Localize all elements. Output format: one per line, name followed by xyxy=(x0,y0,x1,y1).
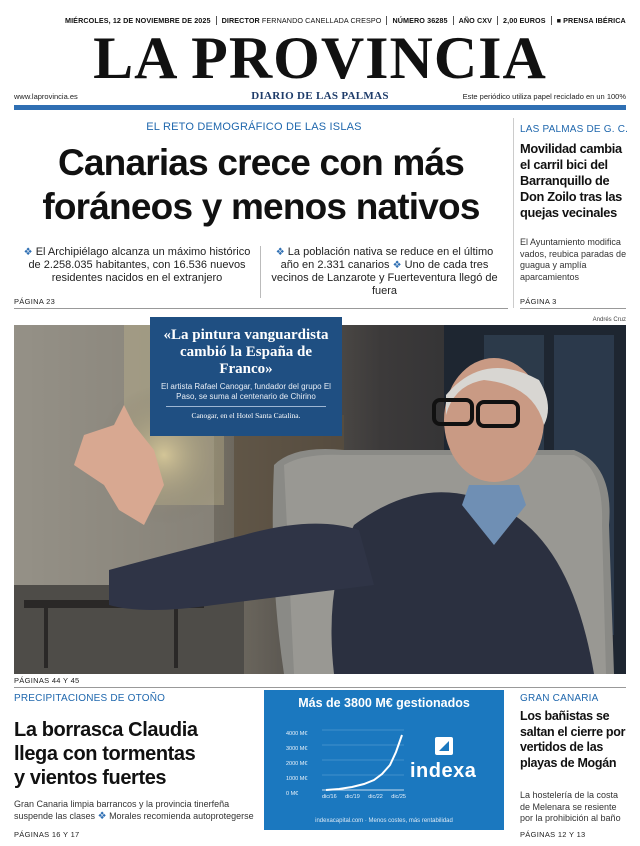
right-top-kicker: LAS PALMAS DE G. C. xyxy=(520,124,629,135)
masthead-subtitle: DIARIO DE LAS PALMAS xyxy=(251,90,389,102)
ad-y-label: 1000 M€ xyxy=(286,776,308,782)
masthead-title: LA PROVINCIA xyxy=(93,25,547,91)
divider xyxy=(520,308,626,309)
ad-x-label: dic/16 xyxy=(322,794,337,800)
bottom-left-headline[interactable] xyxy=(14,718,254,790)
lead-bullet-2 xyxy=(261,246,508,298)
lead-bullet-3-text: Uno de cada tres vecinos de Lanzarote y Fuerteventura llegó de fuera xyxy=(271,259,498,297)
lead-bullet-2-text: La población nativa se reduce en el último año en 2.331 canarios xyxy=(280,246,494,271)
director-name: FERNANDO CANELLADA CRESPO xyxy=(261,15,382,25)
ad-x-label: dic/19 xyxy=(345,794,360,800)
ad-y-label: 4000 M€ xyxy=(286,731,308,737)
ad-brand: indexa xyxy=(410,760,477,782)
issue-year: AÑO CXV xyxy=(454,16,498,25)
bottom-right-body: La hostelería de la costa de Melenara se resiente por la prohibición al baño xyxy=(520,790,621,823)
lead-kicker: EL RETO DEMOGRÁFICO DE LAS ISLAS xyxy=(146,121,362,133)
right-top-headline[interactable]: Movilidad cambia el carril bici del Barranquillo de Don Zoilo tras las quejas vecinales xyxy=(520,141,622,220)
lead-headline[interactable] xyxy=(14,141,508,229)
lead-bullets xyxy=(14,246,508,298)
bottom-left-body xyxy=(14,799,258,822)
publisher-icon: ■ xyxy=(556,15,562,25)
director-label: DIRECTOR xyxy=(221,15,260,25)
ad-title: Más de 3800 M€ gestionados xyxy=(298,696,470,710)
masthead-rule xyxy=(14,105,626,110)
ad-y-label: 0 M€ xyxy=(286,791,299,797)
diamond-bullet-icon: ❖ xyxy=(392,260,402,271)
recycled-note: Este periódico utiliza papel reciclado en un 100% xyxy=(462,91,626,101)
issue-price: 2,00 EUROS xyxy=(498,16,552,25)
lead-headline-line-1: Canarias crece con más xyxy=(57,142,465,183)
photo-caption: Canogar, en el Hotel Santa Catalina. xyxy=(191,411,301,420)
publisher xyxy=(552,16,631,25)
diamond-bullet-icon: ❖ xyxy=(23,247,33,258)
indexa-ad[interactable] xyxy=(264,690,504,830)
lead-page-ref: PÁGINA 23 xyxy=(14,297,56,306)
ad-x-label: dic/22 xyxy=(368,794,383,800)
quote-summary: El artista Rafael Canogar, fundador del grupo El Paso, se suma al centenario de Chirino xyxy=(161,382,331,401)
lead-bullet-1 xyxy=(14,246,261,298)
ad-x-label: dic/25 xyxy=(391,794,406,800)
lead-bullet-1-text: El Archipiélago alcanza un máximo histórico de 2.258.035 habitantes, con 16.536 nuevos residentes nacidos en el extranjero xyxy=(28,246,251,284)
quote-headline: «La pintura vanguardista cambió la España de Franco» xyxy=(163,327,329,377)
bottom-right-headline[interactable]: Los bañistas se saltan el cierre por vertidos de las playas de Mogán xyxy=(520,709,626,770)
issue-date: MIÉRCOLES, 12 DE NOVIEMBRE DE 2025 xyxy=(60,16,217,25)
bottom-left-headline-line-3: y vientos fuertes xyxy=(14,767,167,789)
bottom-right-kicker: GRAN CANARIA xyxy=(520,693,599,704)
ad-footer: indexacapital.com · Menos costes, más rentabilidad xyxy=(315,818,453,824)
bottom-right-page-ref: PÁGINAS 12 Y 13 xyxy=(520,830,586,839)
diamond-bullet-icon: ❖ xyxy=(97,810,107,822)
masthead-subbar xyxy=(14,89,626,103)
bottom-left-headline-line-2: llega con tormentas xyxy=(14,743,196,765)
divider xyxy=(14,687,626,688)
right-top-page-ref: PÁGINA 3 xyxy=(520,297,557,306)
ad-x-axis xyxy=(322,794,406,800)
lead-headline-line-2: foráneos y menos nativos xyxy=(42,186,480,227)
bottom-left-body-text-a: Gran Canaria limpia barrancos y la provincia tinerfeña suspende las clases xyxy=(14,799,230,821)
director-credit xyxy=(217,16,388,25)
site-url[interactable]: www.laprovincia.es xyxy=(14,91,78,101)
right-top-body: El Ayuntamiento modifica vados, reubica paradas de guagua y amplía aparcamientos xyxy=(520,237,627,282)
bottom-left-page-ref: PÁGINAS 16 Y 17 xyxy=(14,830,80,839)
issue-number: NÚMERO 36285 xyxy=(387,16,453,25)
quote-divider xyxy=(166,406,326,407)
bottom-left-kicker: PRECIPITACIONES DE OTOÑO xyxy=(14,693,166,704)
divider xyxy=(14,308,508,309)
ad-y-label: 2000 M€ xyxy=(286,761,308,767)
column-rule xyxy=(513,118,514,308)
publisher-name: PRENSA IBÉRICA xyxy=(563,15,626,25)
bottom-left-headline-line-1: La borrasca Claudia xyxy=(14,719,198,741)
diamond-bullet-icon: ❖ xyxy=(275,247,285,258)
ad-y-label: 3000 M€ xyxy=(286,746,308,752)
bottom-left-body-text-b: Morales recomienda autoprotegerse xyxy=(109,810,254,821)
quote-box[interactable] xyxy=(150,317,342,436)
photo-credit: Andrés Cruz xyxy=(592,317,626,323)
photo-page-ref: PÁGINAS 44 Y 45 xyxy=(14,676,80,685)
ad-y-axis xyxy=(286,727,307,802)
